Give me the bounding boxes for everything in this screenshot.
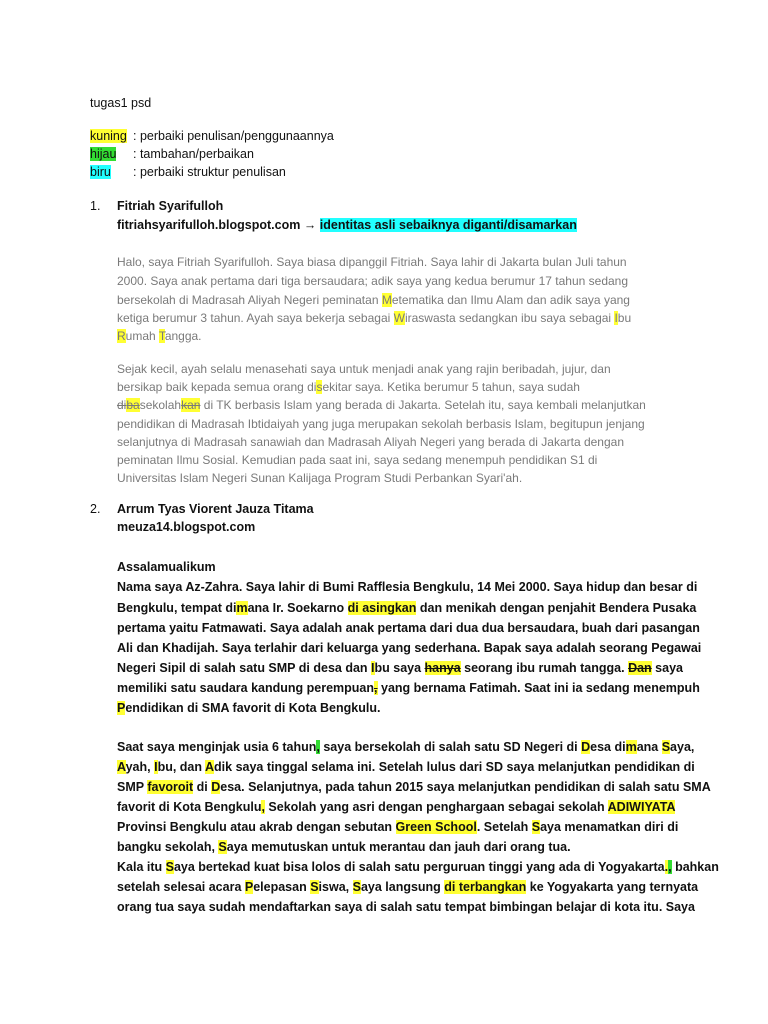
legend-desc: : perbaiki struktur penulisan	[133, 165, 286, 179]
highlight-yellow: kan	[181, 398, 201, 412]
legend-desc: : perbaiki penulisan/penggunaannya	[133, 129, 334, 143]
paragraph-line: pendidikan di Madrasah Ibtidaiyah yang juga merupakan sekolah berbasis Islam, begitupun jenjang	[117, 417, 645, 431]
paragraph-line: selanjutnya di Madrasah sanawiah dan Madrasah Aliyah Negeri yang berada di Jakarta dengan	[117, 435, 624, 449]
legend-key: biru	[90, 165, 111, 179]
paragraph-line: Ayah, Ibu, dan Adik saya tinggal selama ini. Setelah lulus dari SD saya melanjutkan pendidikan di	[117, 760, 695, 774]
paragraph-line: Rumah Tangga.	[117, 329, 202, 343]
paragraph-line: setelah selesai acara Pelepasan Siswa, Saya langsung di terbangkan ke Yogyakarta yang ternyata	[117, 880, 699, 894]
highlight-yellow: hanya	[424, 661, 461, 675]
paragraph-line: Nama saya Az-Zahra. Saya lahir di Bumi Rafflesia Bengkulu, 14 Mei 2000. Saya hidup dan besar di	[117, 580, 698, 594]
paragraph-line: peminatan Ilmu Sosial. Kemudian pada saat ini, saya sedang menempuh pendidikan S1 di	[117, 453, 598, 467]
highlight-yellow: di terbangkan	[444, 880, 527, 894]
highlight-yellow: I	[371, 661, 375, 675]
highlight-green: ,	[316, 740, 320, 754]
paragraph-line: favorit di Kota Bengkulu, Sekolah yang asri dengan penghargaan sebagai sekolah ADIWIYATA	[117, 800, 676, 814]
highlight-yellow: P	[244, 880, 254, 894]
paragraph-line: memiliki satu saudara kandung perempuan, yang bernama Fatimah. Saat ini ia sedang menempuh	[117, 681, 700, 695]
paragraph-line: Halo, saya Fitriah Syarifulloh. Saya biasa dipanggil Fitriah. Saya lahir di Jakarta bulan Juli tahun	[117, 255, 627, 269]
highlight-yellow: W	[393, 311, 405, 325]
highlight-yellow: D	[211, 780, 221, 794]
blog-link[interactable]: fitriahsyarifulloh.blogspot.com →	[117, 218, 320, 232]
paragraph-line: Universitas Islam Negeri Sunan Kalijaga Program Studi Perbankan Syari'ah.	[117, 471, 523, 485]
highlight-yellow: .	[664, 860, 669, 874]
highlight-yellow: m	[236, 601, 248, 615]
entry-number: 1.	[90, 199, 101, 213]
paragraph-line: Provinsi Bengkulu atau akrab dengan sebutan Green School. Setelah Saya menamatkan diri di	[117, 820, 679, 834]
paragraph-line: 2000. Saya anak pertama dari tiga bersaudara; adik saya yang kedua berumur 17 tahun sedang	[117, 274, 629, 288]
highlight-yellow: I	[154, 760, 158, 774]
paragraph-line: bersikap baik kepada semua orang disekitar saya. Ketika berumur 5 tahun, saya sudah	[117, 380, 580, 394]
highlight-yellow: M	[381, 293, 392, 307]
highlight-yellow: I	[614, 311, 618, 325]
highlight-yellow: favoroit	[147, 780, 194, 794]
paragraph-line: Ali dan Khadijah. Saya terlahir dari keluarga yang sederhana. Bapak saya adalah seorang Pegawai	[117, 641, 702, 655]
highlight-yellow: R	[117, 329, 126, 343]
paragraph-line: Pendidikan di SMA favorit di Kota Bengkulu.	[117, 701, 381, 715]
highlight-yellow: ADIWIYATA	[607, 800, 676, 814]
note-highlight: identitas asli sebaiknya diganti/disamarkan	[319, 218, 577, 232]
highlight-yellow: S	[165, 860, 174, 874]
paragraph-line: ketiga berumur 3 tahun. Ayah saya bekerja sebagai Wiraswasta sedangkan ibu saya sebagai Ibu	[117, 311, 632, 325]
legend-biru	[90, 163, 286, 182]
paragraph-line: Kala itu Saya bertekad kuat bisa lolos di salah satu perguruan tinggi yang ada di Yogyakarta., bahkan	[117, 860, 719, 874]
paragraph-line: bangku sekolah, Saya memutuskan untuk merantau dan jauh dari orang tua.	[117, 840, 571, 854]
highlight-yellow: Dan	[628, 661, 652, 675]
paragraph-line: pertama yaitu Fatmawati. Saya adalah anak pertama dari dua dua bersaudara, buah dari pasangan	[117, 621, 700, 635]
paragraph-line: bersekolah di Madrasah Aliyah Negeri peminatan Metematika dan Ilmu Alam dan adik saya yang	[117, 293, 630, 307]
paragraph-line: SMP favoroit di Desa. Selanjutnya, pada tahun 2015 saya melanjutkan pendidikan di salah satu SMA	[117, 780, 711, 794]
legend-hijau	[90, 145, 254, 164]
highlight-yellow: ,	[261, 800, 265, 814]
paragraph-line: Sejak kecil, ayah selalu menasehati saya untuk menjadi anak yang rajin beribadah, jujur, dan	[117, 362, 611, 376]
entry-name: Fitriah Syarifulloh	[117, 199, 224, 213]
legend-key: kuning	[90, 129, 127, 143]
entry-number: 2.	[90, 502, 101, 516]
legend-kuning	[90, 127, 334, 146]
highlight-green: ,	[668, 860, 672, 874]
entry-name: Arrum Tyas Viorent Jauza Titama	[117, 502, 314, 516]
highlight-yellow: P	[117, 701, 126, 715]
highlight-yellow: m	[625, 740, 637, 754]
highlight-yellow: S	[531, 820, 541, 834]
highlight-yellow: S	[352, 880, 361, 894]
highlight-yellow: S	[310, 880, 319, 894]
legend-desc: : tambahan/perbaikan	[133, 147, 254, 161]
highlight-yellow: T	[158, 329, 165, 343]
blog-link[interactable]: meuza14.blogspot.com	[117, 520, 256, 534]
highlight-yellow: A	[205, 760, 215, 774]
paragraph-line: dibasekolahkan di TK berbasis Islam yang berada di Jakarta. Setelah itu, saya kembali melanjutkan	[117, 398, 646, 412]
paragraph-line: Negeri Sipil di salah satu SMP di desa dan Ibu saya hanya seorang ibu rumah tangga. Dan saya	[117, 661, 683, 675]
highlight-yellow: di asingkan	[347, 601, 417, 615]
highlight-yellow: A	[117, 760, 126, 774]
highlight-yellow: S	[661, 740, 671, 754]
paragraph-line: Saat saya menginjak usia 6 tahun, saya bersekolah di salah satu SD Negeri di Desa dimana Saya,	[117, 740, 695, 754]
highlight-yellow: D	[581, 740, 591, 754]
highlight-yellow: Green School	[395, 820, 477, 834]
highlight-yellow: ba	[126, 398, 140, 412]
highlight-yellow: S	[218, 840, 227, 854]
document-title: tugas1 psd	[90, 96, 152, 110]
paragraph-line: Bengkulu, tempat dimana Ir. Soekarno di asingkan dan menikah dengan penjahit Bendera Pusaka	[117, 601, 697, 615]
entry-blog	[117, 216, 577, 235]
paragraph-line: orang tua saya sudah mendaftarkan saya di salah satu tempat bimbingan belajar di kota itu. Saya	[117, 900, 695, 914]
highlight-yellow: ,	[374, 681, 378, 695]
greeting: Assalamualikum	[117, 560, 216, 574]
highlight-yellow: s	[316, 380, 323, 394]
legend-key: hijau	[90, 147, 117, 161]
